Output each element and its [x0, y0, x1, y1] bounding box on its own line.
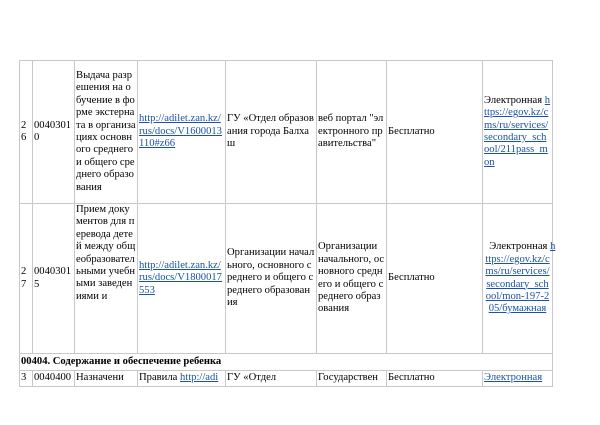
- service-code: 0040400: [33, 371, 75, 387]
- service-channel: Организации начального, основного среднего и общего среднего образования: [317, 204, 387, 354]
- service-name: Прием документов для перевода детей между общеобразовательными учебными заведениями и: [75, 204, 138, 354]
- service-price: Бесплатно: [387, 371, 483, 387]
- service-form: [483, 371, 553, 387]
- service-name: Выдача разрешения на обучение в форме экстерната в организациях основного среднего и общего среднего образования: [75, 61, 138, 204]
- legal-act-cell: Правила http://adi: [138, 371, 226, 387]
- legal-act-cell: [138, 204, 226, 354]
- service-form: Электронная https://egov.kz/cms/ru/services/secondary_school/211pass_mon: [483, 61, 553, 204]
- legal-act-cell: [138, 61, 226, 204]
- section-row: [20, 354, 553, 371]
- service-code: 0040301 5: [33, 204, 75, 354]
- section-title: 00404. Содержание и обеспечение ребенка: [20, 354, 553, 371]
- paper-form-link[interactable]: /бумажная: [499, 303, 547, 315]
- service-code: 0040301 0: [33, 61, 75, 204]
- table-row: [20, 61, 553, 204]
- egov-link[interactable]: https://egov.kz/cms/ru/services/secondary_school/mon-197-205: [485, 241, 556, 315]
- row-number: 2 6: [20, 61, 33, 204]
- row-number: 2 7: [20, 204, 33, 354]
- table-row: [20, 371, 553, 387]
- service-provider: ГУ «Отдел образования города Балхаш: [226, 61, 317, 204]
- legal-act-link[interactable]: http://adilet.zan.kz/rus/docs/V1800017553: [139, 259, 222, 296]
- service-name: Назначени: [75, 371, 138, 387]
- legal-act-link[interactable]: http://adilet.zan.kz/rus/docs/V1600013110#z66: [139, 113, 222, 150]
- table-row: [20, 204, 553, 354]
- service-provider: Организации начального, основного среднего и общего среднего образования: [226, 204, 317, 354]
- service-channel: веб портал "электронного правительства": [317, 61, 387, 204]
- services-table: [19, 60, 556, 387]
- service-form: Электронная https://egov.kz/cms/ru/services/secondary_school/mon-197-205/бумажная: [483, 204, 553, 354]
- egov-link[interactable]: Электронная: [484, 372, 543, 384]
- service-price: Бесплатно: [387, 61, 483, 204]
- service-channel: Государствен: [317, 371, 387, 387]
- service-price: Бесплатно: [387, 204, 483, 354]
- egov-link[interactable]: https://egov.kz/cms/ru/services/secondary_school/211pass_mon: [484, 94, 551, 168]
- row-number: 3: [20, 371, 33, 387]
- legal-act-link[interactable]: http://adi: [179, 372, 219, 384]
- service-provider: ГУ «Отдел: [226, 371, 317, 387]
